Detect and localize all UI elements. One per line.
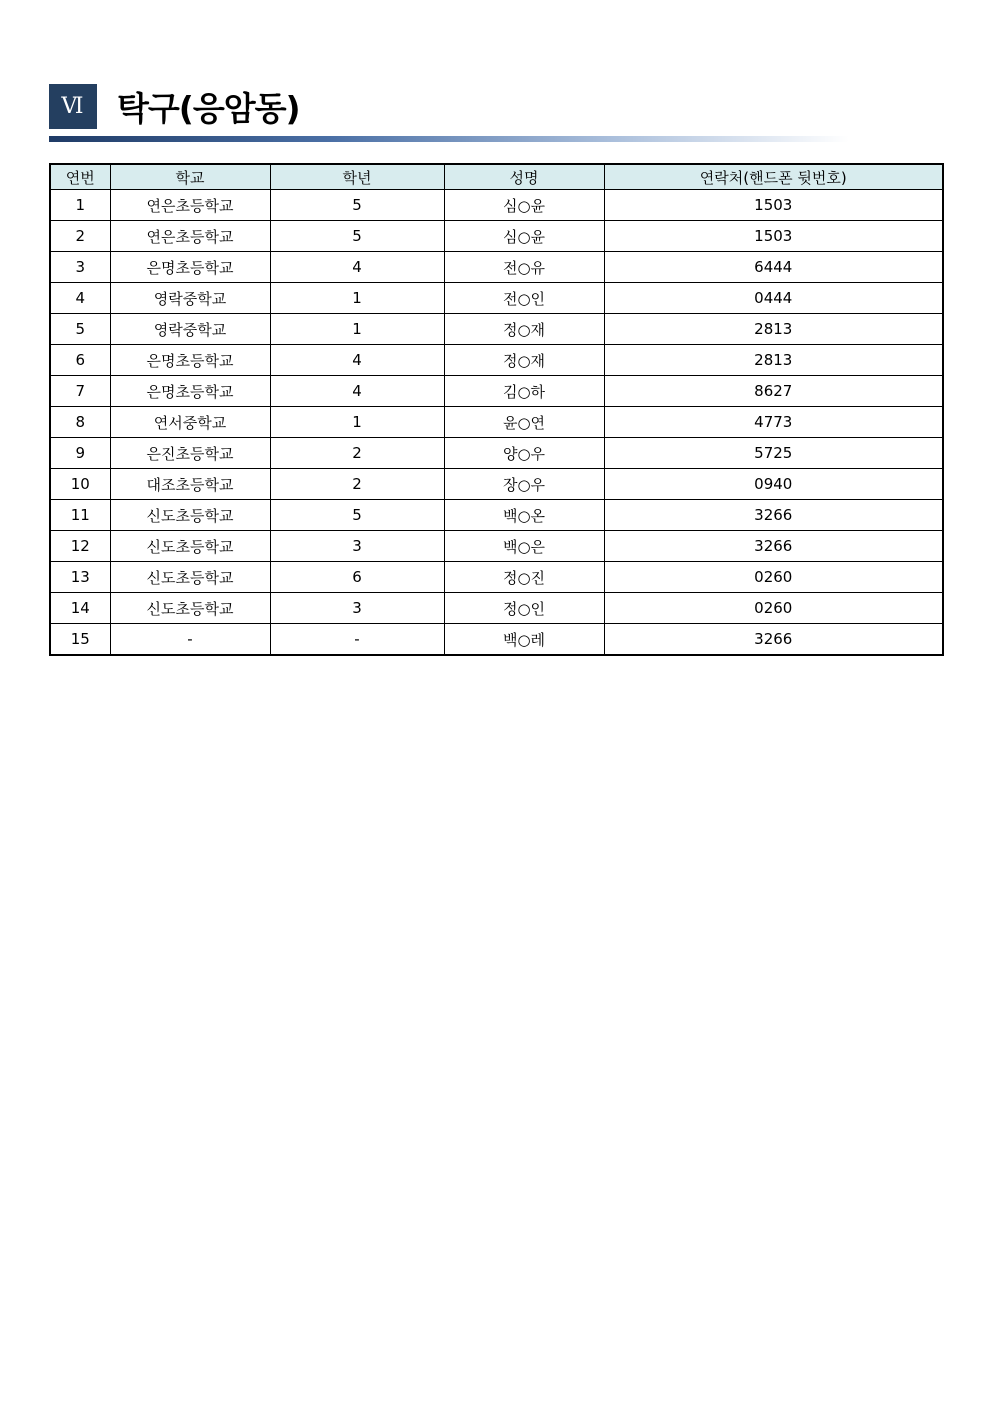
cell-phone: 8627 (604, 376, 943, 407)
table-row (50, 345, 943, 376)
cell-phone: 3266 (604, 624, 943, 656)
cell-phone: 4773 (604, 407, 943, 438)
cell-name: 정○재 (444, 345, 604, 376)
cell-phone: 3266 (604, 500, 943, 531)
table-row (50, 593, 943, 624)
cell-school: 신도초등학교 (110, 500, 270, 531)
cell-grade: - (270, 624, 444, 656)
column-header-school: 학교 (110, 164, 270, 190)
cell-phone: 1503 (604, 221, 943, 252)
cell-phone: 0444 (604, 283, 943, 314)
cell-grade: 5 (270, 190, 444, 221)
cell-phone: 2813 (604, 345, 943, 376)
cell-school: 신도초등학교 (110, 593, 270, 624)
cell-number: 2 (50, 221, 110, 252)
cell-number: 15 (50, 624, 110, 656)
table-row (50, 531, 943, 562)
table-row (50, 624, 943, 656)
cell-name: 정○인 (444, 593, 604, 624)
cell-phone: 0260 (604, 562, 943, 593)
table-row (50, 283, 943, 314)
cell-grade: 6 (270, 562, 444, 593)
table-row (50, 438, 943, 469)
cell-grade: 5 (270, 221, 444, 252)
cell-school: 대조초등학교 (110, 469, 270, 500)
table-row (50, 407, 943, 438)
cell-phone: 3266 (604, 531, 943, 562)
cell-number: 4 (50, 283, 110, 314)
cell-school: 은명초등학교 (110, 252, 270, 283)
cell-grade: 1 (270, 283, 444, 314)
column-header-name: 성명 (444, 164, 604, 190)
cell-school: 연서중학교 (110, 407, 270, 438)
cell-number: 13 (50, 562, 110, 593)
cell-name: 백○레 (444, 624, 604, 656)
cell-phone: 0260 (604, 593, 943, 624)
cell-name: 전○유 (444, 252, 604, 283)
cell-school: 은명초등학교 (110, 376, 270, 407)
table-row (50, 469, 943, 500)
section-number-badge: Ⅵ (49, 84, 97, 129)
cell-name: 심○윤 (444, 190, 604, 221)
cell-name: 정○진 (444, 562, 604, 593)
cell-name: 백○은 (444, 531, 604, 562)
cell-grade: 4 (270, 252, 444, 283)
cell-phone: 6444 (604, 252, 943, 283)
table-row (50, 562, 943, 593)
cell-name: 심○윤 (444, 221, 604, 252)
table-body (50, 190, 943, 656)
table-row (50, 376, 943, 407)
cell-grade: 2 (270, 469, 444, 500)
cell-school: 연은초등학교 (110, 190, 270, 221)
page-title: 탁구(응암동) (117, 89, 300, 128)
cell-grade: 3 (270, 531, 444, 562)
cell-number: 3 (50, 252, 110, 283)
cell-grade: 1 (270, 407, 444, 438)
cell-grade: 4 (270, 345, 444, 376)
cell-name: 장○우 (444, 469, 604, 500)
cell-school: 연은초등학교 (110, 221, 270, 252)
cell-name: 백○온 (444, 500, 604, 531)
cell-name: 양○우 (444, 438, 604, 469)
table-header-row (50, 164, 943, 190)
cell-school: 영락중학교 (110, 283, 270, 314)
column-header-grade: 학년 (270, 164, 444, 190)
cell-number: 11 (50, 500, 110, 531)
cell-number: 5 (50, 314, 110, 345)
cell-phone: 0940 (604, 469, 943, 500)
cell-grade: 2 (270, 438, 444, 469)
cell-grade: 1 (270, 314, 444, 345)
cell-school: 은진초등학교 (110, 438, 270, 469)
cell-number: 10 (50, 469, 110, 500)
cell-school: 영락중학교 (110, 314, 270, 345)
cell-name: 전○인 (444, 283, 604, 314)
cell-name: 김○하 (444, 376, 604, 407)
cell-number: 14 (50, 593, 110, 624)
table-row (50, 252, 943, 283)
table-row (50, 314, 943, 345)
cell-name: 윤○연 (444, 407, 604, 438)
column-header-number: 연번 (50, 164, 110, 190)
cell-name: 정○재 (444, 314, 604, 345)
cell-phone: 5725 (604, 438, 943, 469)
cell-grade: 4 (270, 376, 444, 407)
cell-grade: 5 (270, 500, 444, 531)
cell-school: - (110, 624, 270, 656)
cell-grade: 3 (270, 593, 444, 624)
roster-table (49, 163, 944, 656)
table-row (50, 190, 943, 221)
cell-number: 12 (50, 531, 110, 562)
cell-phone: 2813 (604, 314, 943, 345)
cell-school: 신도초등학교 (110, 531, 270, 562)
cell-number: 7 (50, 376, 110, 407)
cell-number: 6 (50, 345, 110, 376)
table-row (50, 500, 943, 531)
cell-number: 1 (50, 190, 110, 221)
cell-phone: 1503 (604, 190, 943, 221)
cell-school: 은명초등학교 (110, 345, 270, 376)
table-row (50, 221, 943, 252)
cell-school: 신도초등학교 (110, 562, 270, 593)
column-header-phone: 연락처(핸드폰 뒷번호) (604, 164, 943, 190)
title-underline (49, 136, 849, 142)
cell-number: 8 (50, 407, 110, 438)
cell-number: 9 (50, 438, 110, 469)
section-header (49, 84, 300, 129)
